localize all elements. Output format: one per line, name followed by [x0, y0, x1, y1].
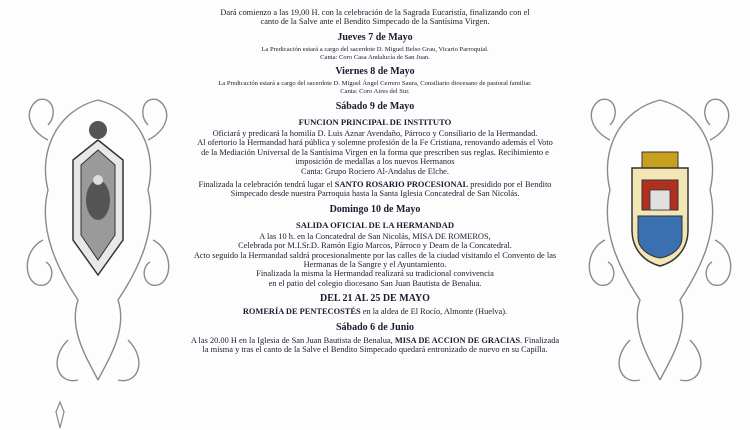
jueves-heading: Jueves 7 de Mayo	[337, 31, 413, 43]
sabado9-line-4: imposición de medallas a los nuevos Hermanos	[295, 157, 455, 167]
intro-line-2: canto de la Salve ante el Bendito Simpecado de la Santísima Virgen.	[260, 17, 490, 27]
sabado9-line-1: Oficiará y predicará la homilía D. Luis Aznar Avendaño, Párroco y Consiliario de la Hermandad.	[212, 129, 538, 138]
domingo-line-3: Acto seguido la Hermandad saldrá procesionalmente por las calles de la ciudad visitando el Convento de las	[193, 250, 557, 260]
rosario-pre: Finalizada la celebración tendrá lugar el	[198, 180, 335, 190]
sabado6-heading: Sábado 6 de Junio	[335, 321, 415, 333]
domingo-subheading: SALIDA OFICIAL DE LA HERMANDAD	[295, 219, 455, 230]
viernes-line-2: Canta: Coro Aires del Sur.	[340, 88, 410, 96]
romeria-rest: en la aldea de El Rocío, Almonte (Huelva).	[360, 307, 508, 317]
domingo-line-6: en el patio del colegio diocesano San Juan Bautista de Benalua.	[268, 278, 482, 288]
rosario-bold: SANTO ROSARIO PROCESIONAL	[334, 180, 469, 190]
romeria-heading: DEL 21 AL 25 DE MAYO	[320, 293, 430, 305]
romeria-line	[150, 307, 600, 316]
domingo-heading: Domingo 10 de Mayo	[329, 203, 421, 215]
domingo-line-4: Hermanas de la Sangre y el Ayuntamiento.	[303, 260, 447, 270]
domingo-line-5: Finalizada la misma la Hermandad realizará su tradicional convivencia	[256, 269, 494, 279]
sabado9-line-5: Canta: Grupo Rociero Al-Andalus de Elche.	[301, 166, 449, 176]
sabado6-line-2: la misma y tras el canto de la Salve el Bendito Simpecado quedará entronizado de nuevo en su Capilla.	[202, 345, 548, 355]
rosario-post: presidido por el Bendito	[468, 180, 552, 190]
jueves-line-1: La Predicación estará a cargo del sacerdote D. Miguel Belso Grau, Vicario Parroquial.	[261, 45, 489, 53]
sabado6-bold: MISA DE ACCION DE GRACIAS	[394, 335, 521, 345]
sabado9-subheading: FUNCION PRINCIPAL DE INSTITUTO	[298, 117, 452, 127]
sabado6-pre: A las 20.00 H en la Iglesia de San Juan Bautista de Benalua,	[190, 335, 395, 345]
sabado9-line-2: Al ofertorio la Hermandad hará pública y solemne profesión de la Fe Cristiana, renovando además el Voto	[197, 138, 553, 148]
viernes-heading: Viernes 8 de Mayo	[335, 66, 415, 78]
domingo-line-2: Celebrada por M.I.Sr.D. Ramón Egío Marcos, Párroco y Deam de la Concatedral.	[238, 241, 512, 251]
right-ornament-coat-of-arms	[580, 40, 740, 400]
sabado6-post: . Finalizada	[520, 335, 560, 345]
intro-line-1: Dará comienzo a las 19,00 H. con la celebración de la Sagrada Eucaristía, finalizando con el	[220, 8, 530, 17]
rosario-line-2: Simpecado desde nuestra Parroquia hasta la Santa Iglesia Concatedral de San Nicolás.	[230, 189, 520, 199]
bottom-left-ornament	[40, 400, 80, 430]
rosario-line-1	[150, 180, 600, 189]
jueves-line-2: Canta: Coro Casa Andalucía de San Juan.	[320, 53, 430, 61]
viernes-line-1: La Predicación estará a cargo del sacerdote D. Miguel Ángel Cerrero Saura, Consiliario diocesano de pastoral familiar.	[218, 80, 532, 88]
romeria-bold: ROMERÍA DE PENTECOSTÉS	[242, 307, 361, 317]
sabado9-line-3: de la Mediación Universal de la Santísima Virgen en la forma que prescriben sus reglas. Recibimiento e	[201, 147, 549, 157]
sabado6-line-1	[150, 336, 600, 345]
sabado9-heading: Sábado 9 de Mayo	[335, 101, 415, 112]
domingo-line-1: A las 10 h. en la Concatedral de San Nicolás, MISA DE ROMEROS,	[259, 231, 491, 241]
program-text	[150, 0, 600, 355]
